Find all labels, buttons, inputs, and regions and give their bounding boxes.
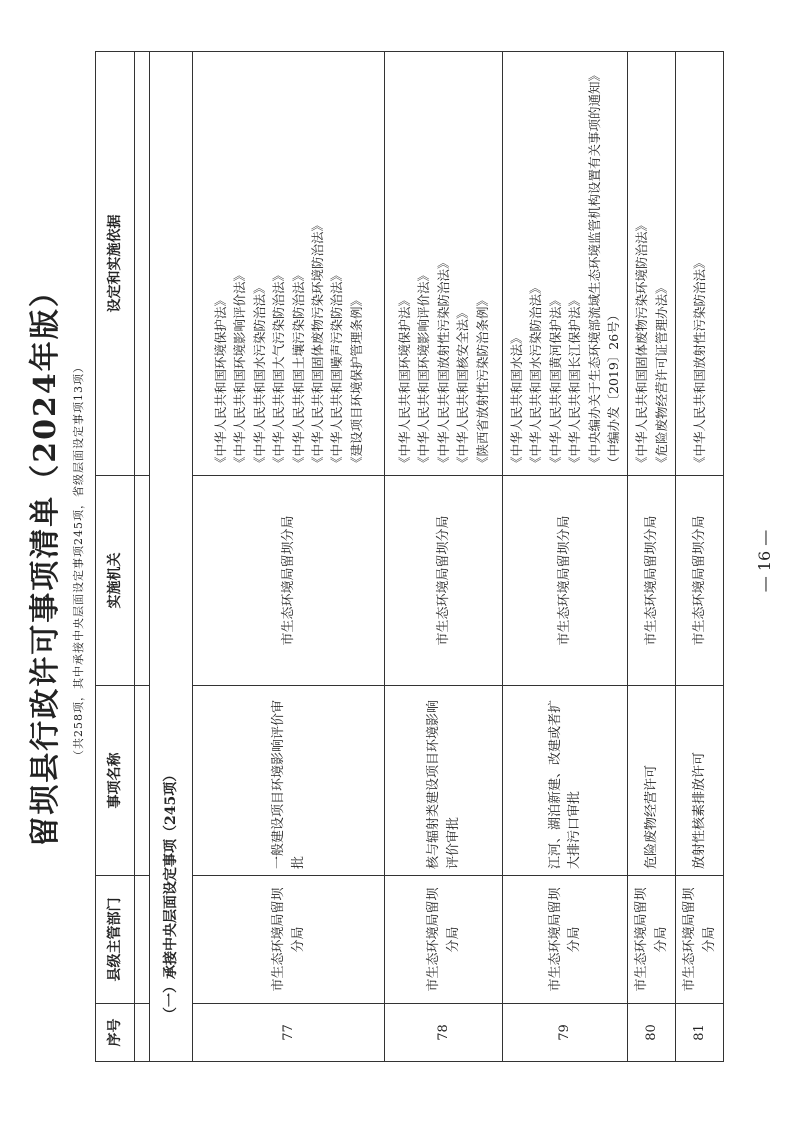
row-agency: 市生态环境局留坝分局: [628, 476, 676, 686]
basis-item: 《中华人民共和国噪声污染防治法》: [329, 268, 345, 469]
row-name: 一般建设项目环境影响评价审批: [193, 686, 385, 876]
row-basis: [193, 52, 385, 476]
row-agency: 市生态环境局留坝分局: [503, 476, 628, 686]
table-row: [676, 52, 724, 1062]
basis-item: 《中华人民共和国土壤污染防治法》: [290, 268, 306, 469]
basis-item: 《中华人民共和国环境保护法》: [397, 293, 413, 469]
basis-item: 《中华人民共和国水污染防治法》: [528, 281, 544, 469]
page-subtitle: （共258项，其中承接中央层面设定事项245项，省级层面设定事项13项）: [72, 361, 85, 761]
basis-item: 《中华人民共和国大气污染防治法》: [271, 268, 287, 469]
header-basis: 设定和实施依据: [96, 52, 135, 476]
row-basis: [676, 52, 724, 476]
basis-item: 《中央编办关于生态环境部流域生态环境监管机构设置有关事项的通知》（中编办发〔2019〕26号）: [586, 68, 621, 469]
basis-item: 《中华人民共和国固体废物污染环境防治法》: [634, 218, 650, 469]
row-dept: 市生态环境局留坝分局: [676, 876, 724, 1004]
table-row: [503, 52, 628, 1062]
row-no: 78: [385, 1004, 503, 1062]
table-header-row: [96, 52, 135, 1062]
row-no: 81: [676, 1004, 724, 1062]
table-row: [385, 52, 503, 1062]
row-agency: 市生态环境局留坝分局: [385, 476, 503, 686]
basis-item: 《建设项目环境保护管理条例》: [348, 293, 364, 469]
header-no: 序号: [96, 1004, 135, 1062]
row-name: 危险废物经营许可: [628, 686, 676, 876]
basis-item: 《中华人民共和国放射性污染防治法》: [435, 256, 451, 469]
basis-item: 《中华人民共和国环境保护法》: [213, 293, 228, 469]
page-title: 留坝县行政许可事项清单（2024年版）: [28, 275, 63, 847]
basis-item: 《中华人民共和国水法》: [509, 331, 524, 469]
basis-item: 《中华人民共和国环境影响评价法》: [416, 268, 432, 469]
row-name: 核与辐射类建设项目环境影响评价审批: [385, 686, 503, 876]
header-agency: 实施机关: [96, 476, 135, 686]
header-dept: 县级主管部门: [96, 876, 135, 1004]
basis-item: 《危险废物经营许可证管理办法》: [653, 281, 669, 469]
row-dept: 市生态环境局留坝分局: [193, 876, 385, 1004]
row-basis: [503, 52, 628, 476]
row-name: 江河、湖泊新建、改建或者扩大排污口审批: [503, 686, 628, 876]
section-row: [150, 52, 193, 1062]
row-no: 79: [503, 1004, 628, 1062]
row-basis: [385, 52, 503, 476]
basis-item: 《中华人民共和国黄河保护法》: [547, 293, 563, 469]
row-agency: 市生态环境局留坝分局: [676, 476, 724, 686]
row-dept: 市生态环境局留坝分局: [503, 876, 628, 1004]
row-dept: 市生态环境局留坝分局: [628, 876, 676, 1004]
row-agency: 市生态环境局留坝分局: [193, 476, 385, 686]
header-name: 事项名称: [96, 686, 135, 876]
permit-table: [95, 51, 724, 1062]
basis-item: 《中华人民共和国固体废物污染环境防治法》: [309, 218, 325, 469]
table-row: [628, 52, 676, 1062]
basis-item: 《中华人民共和国长江保护法》: [567, 293, 583, 469]
basis-item: 《陕西省放射性污染防治条例》: [474, 293, 490, 469]
row-no: 77: [193, 1004, 385, 1062]
page-number: — 16 —: [755, 529, 774, 593]
section-title: （一）承接中央层面设定事项（245项）: [150, 52, 193, 1062]
table-row: [193, 52, 385, 1062]
basis-item: 《中华人民共和国放射性污染防治法》: [692, 256, 708, 469]
row-basis: [628, 52, 676, 476]
row-dept: 市生态环境局留坝分局: [385, 876, 503, 1004]
basis-item: 《中华人民共和国环境影响评价法》: [232, 268, 248, 469]
row-no: 80: [628, 1004, 676, 1062]
row-name: 放射性核素排放许可: [676, 686, 724, 876]
spacer-row: [135, 52, 150, 1062]
basis-item: 《中华人民共和国核安全法》: [455, 306, 471, 469]
basis-item: 《中华人民共和国水污染防治法》: [251, 281, 267, 469]
